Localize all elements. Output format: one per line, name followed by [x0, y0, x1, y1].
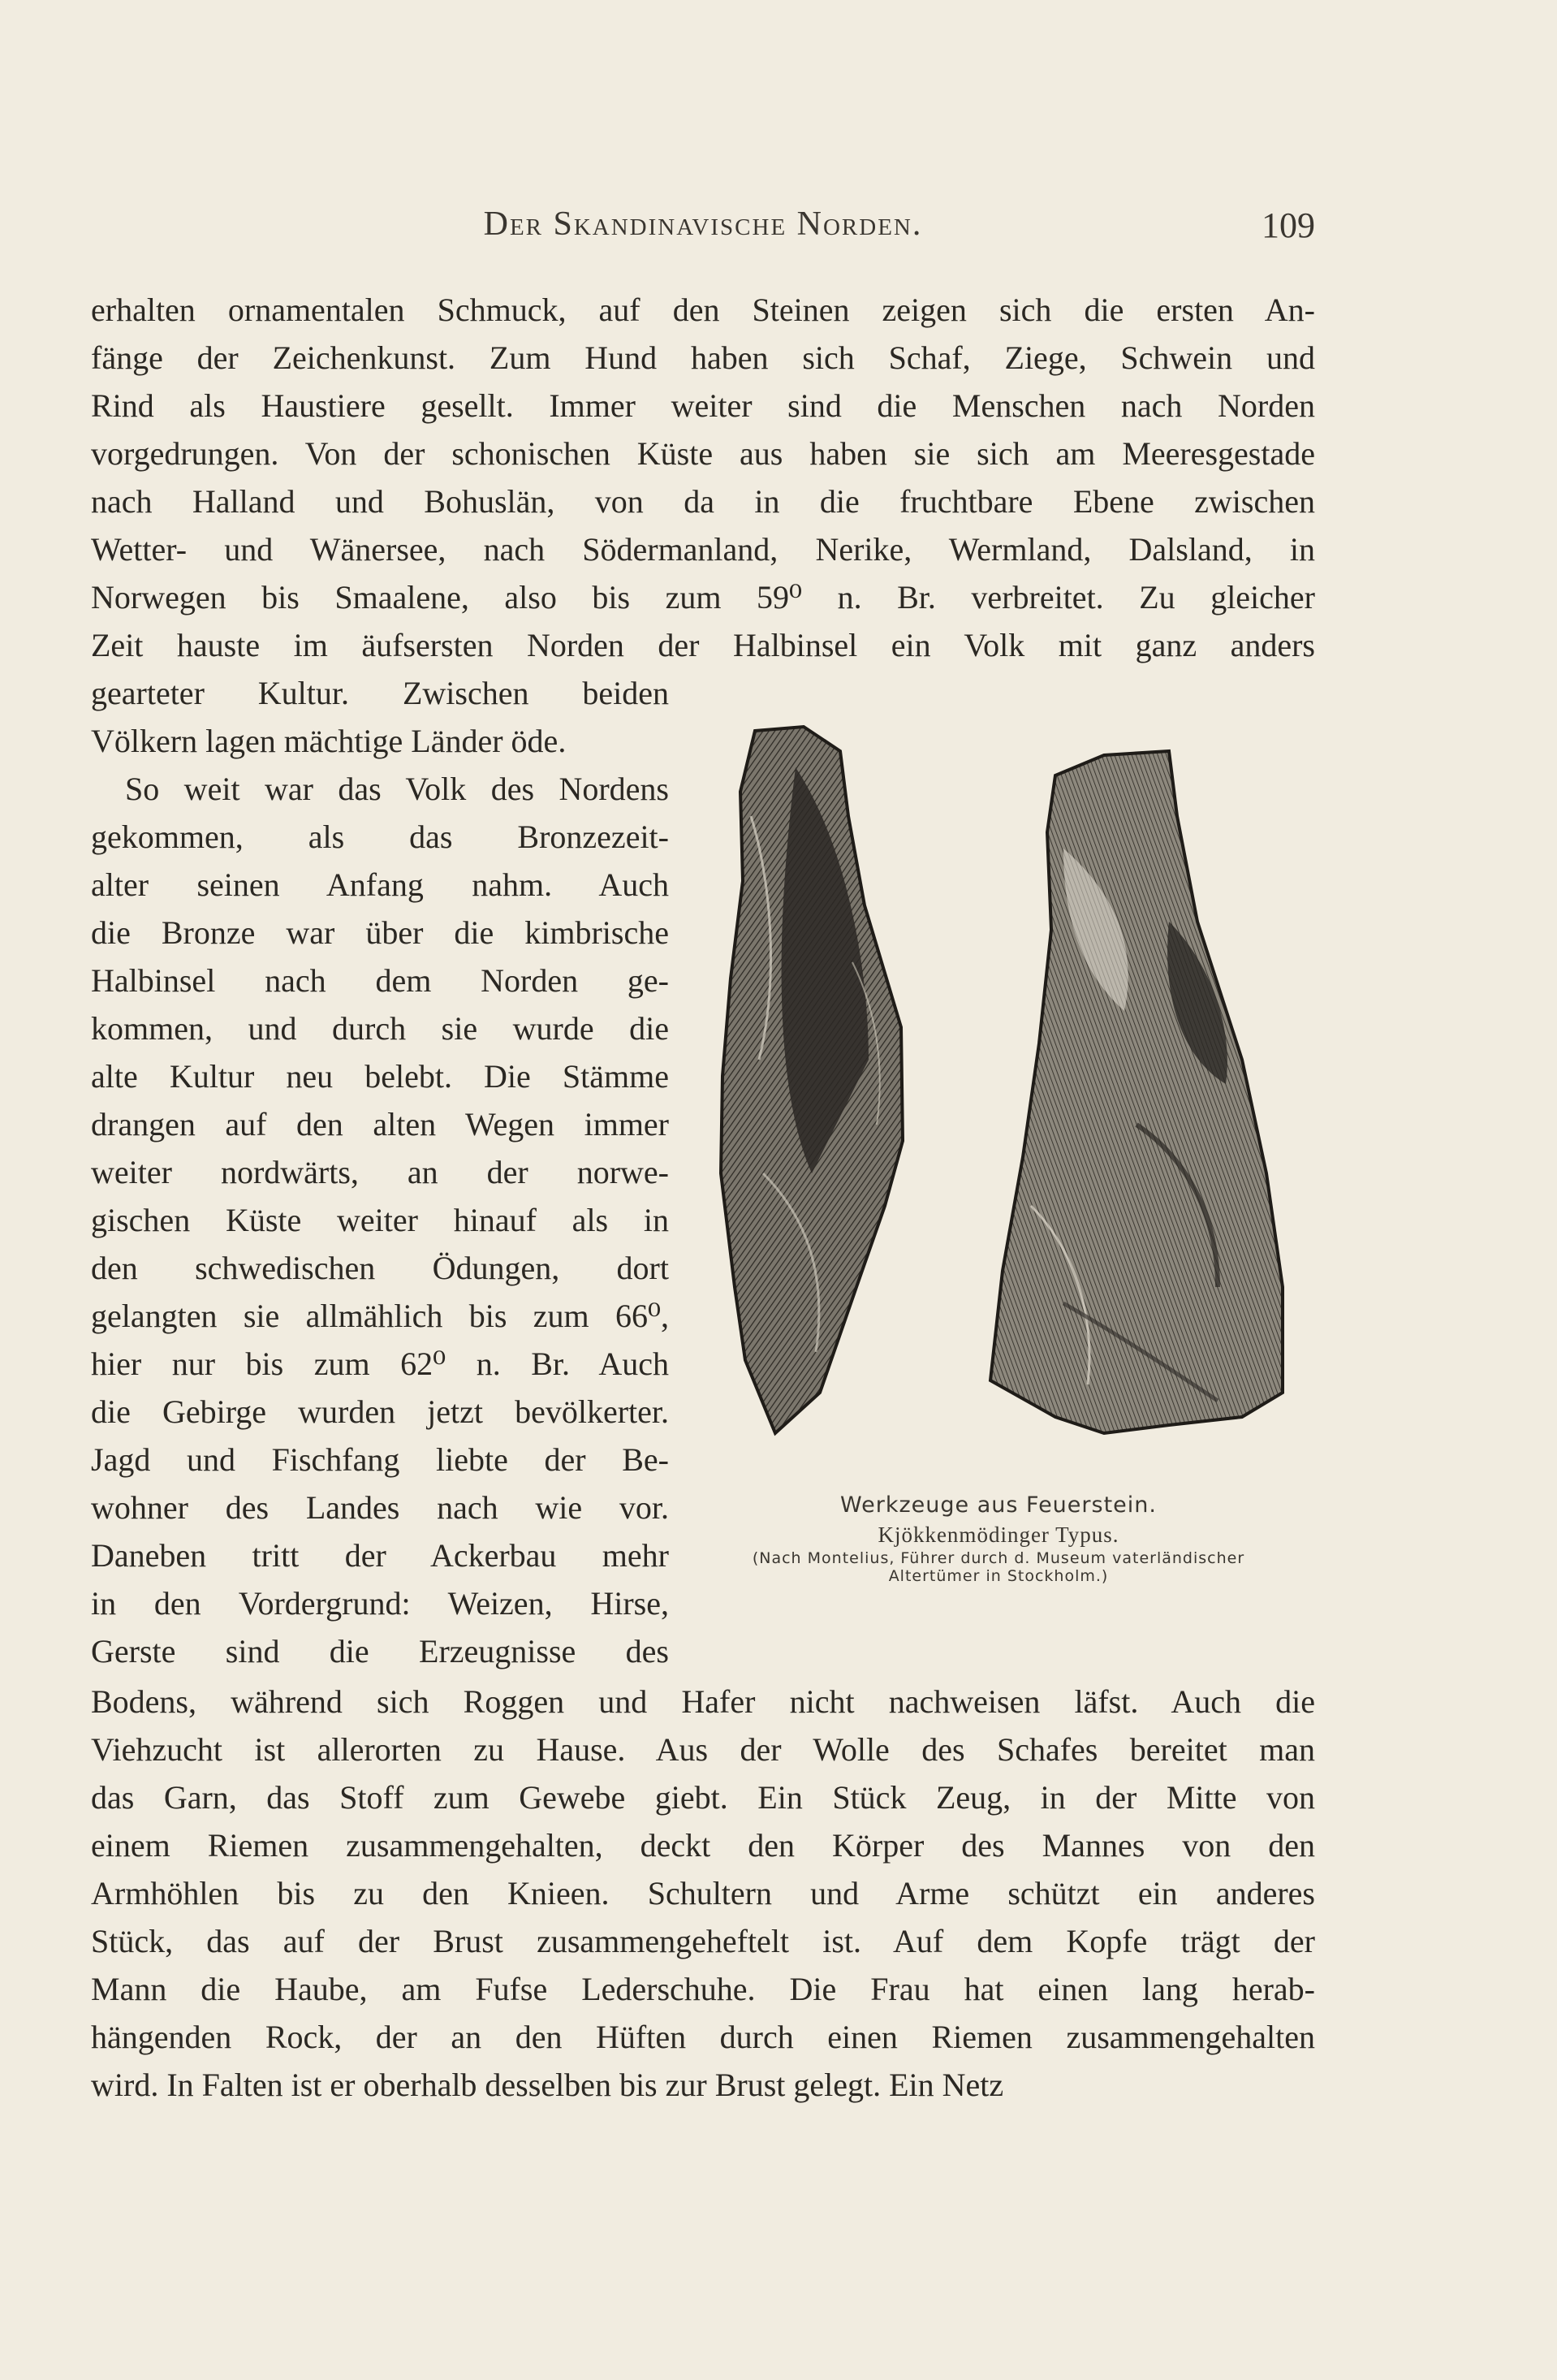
- page-number: 109: [1262, 205, 1315, 245]
- text-line: Daneben tritt der Ackerbau mehr: [91, 1537, 669, 1574]
- text-line: Mann die Haube, am Fufse Lederschuhe. Die Frau hat einen lang herab-: [91, 1971, 1315, 2007]
- text-line: Viehzucht ist allerorten zu Hause. Aus der Wolle des Schafes bereitet man: [91, 1731, 1315, 1768]
- text-line: Wetter- und Wänersee, nach Södermanland, Nerike, Wermland, Dalsland, in: [91, 531, 1315, 568]
- text-line: drangen auf den alten Wegen immer: [91, 1106, 669, 1142]
- text-line: vorgedrungen. Von der schonischen Küste aus haben sie sich am Meeresgestade: [91, 435, 1315, 472]
- text-line: Gerste sind die Erzeugnisse des: [91, 1633, 669, 1669]
- paragraph-top: [91, 286, 1315, 669]
- caption-subtitle: Kjökkenmödinger Typus.: [878, 1523, 1119, 1547]
- flint-tools-engraving: [682, 719, 1315, 1449]
- figure-caption: [682, 1492, 1315, 1585]
- text-line: So weit war das Volk des Nordens: [125, 771, 669, 807]
- text-line: gelangten sie allmählich bis zum 66⁰,: [91, 1298, 669, 1334]
- caption-source: (Nach Montelius, Führer durch d. Museum vaterländischer: [752, 1549, 1245, 1567]
- text-line: das Garn, das Stoff zum Gewebe giebt. Ein Stück Zeug, in der Mitte von: [91, 1779, 1315, 1816]
- text-line: Zeit hauste im äufsersten Norden der Halbinsel ein Volk mit ganz anders: [91, 627, 1315, 663]
- text-line: alter seinen Anfang nahm. Auch: [91, 866, 669, 903]
- text-line: in den Vordergrund: Weizen, Hirse,: [91, 1585, 669, 1622]
- text-line: Armhöhlen bis zu den Knieen. Schultern und Arme schützt ein anderes: [91, 1875, 1315, 1911]
- flint-tools-illustration: [682, 719, 1315, 1449]
- text-line: Rind als Haustiere gesellt. Immer weiter sind die Menschen nach Norden: [91, 387, 1315, 424]
- caption-source: Altertümer in Stockholm.): [888, 1567, 1109, 1585]
- page-header: [91, 205, 1315, 250]
- text-line: Völkern lagen mächtige Länder öde.: [91, 723, 567, 759]
- text-line: Norwegen bis Smaalene, also bis zum 59⁰ n. Br. verbreitet. Zu gleicher: [91, 579, 1315, 616]
- paragraph-bottom: [91, 1678, 1315, 2109]
- paragraph-narrow-2: [91, 765, 669, 1675]
- text-line: Bodens, während sich Roggen und Hafer nicht nachweisen läfst. Auch die: [91, 1683, 1315, 1720]
- text-line: die Bronze war über die kimbrische: [91, 914, 669, 951]
- text-line: nach Halland und Bohuslän, von da in die fruchtbare Ebene zwischen: [91, 483, 1315, 520]
- running-title: Der Skandinavische Norden.: [483, 205, 923, 243]
- text-line: erhalten ornamentalen Schmuck, auf den Steinen zeigen sich die ersten An-: [91, 292, 1315, 328]
- text-line: wohner des Landes nach wie vor.: [91, 1489, 669, 1526]
- text-line: hier nur bis zum 62⁰ n. Br. Auch: [91, 1345, 669, 1382]
- text-line: gearteter Kultur. Zwischen beiden: [91, 675, 669, 711]
- text-line: die Gebirge wurden jetzt bevölkerter.: [91, 1393, 669, 1430]
- text-line: Halbinsel nach dem Norden ge-: [91, 962, 669, 999]
- text-line: gischen Küste weiter hinauf als in: [91, 1202, 669, 1238]
- text-line: wird. In Falten ist er oberhalb desselben bis zur Brust gelegt. Ein Netz: [91, 2067, 1004, 2103]
- text-line: fänge der Zeichenkunst. Zum Hund haben sich Schaf, Ziege, Schwein und: [91, 339, 1315, 376]
- text-line: gekommen, als das Bronzezeit-: [91, 819, 669, 855]
- text-line: hängenden Rock, der an den Hüften durch einen Riemen zusammengehalten: [91, 2019, 1315, 2055]
- text-line: kommen, und durch sie wurde die: [91, 1010, 669, 1047]
- right-flint-tool: [990, 751, 1283, 1433]
- text-line: Stück, das auf der Brust zusammengeheftelt ist. Auf dem Kopfe trägt der: [91, 1923, 1315, 1959]
- text-line: den schwedischen Ödungen, dort: [91, 1250, 669, 1286]
- text-line: weiter nordwärts, an der norwe-: [91, 1154, 669, 1190]
- text-line: alte Kultur neu belebt. Die Stämme: [91, 1058, 669, 1095]
- caption-title: Werkzeuge aus Feuerstein.: [840, 1492, 1157, 1518]
- paragraph-narrow-1: [91, 669, 669, 765]
- left-flint-tool: [721, 727, 903, 1433]
- text-line: einem Riemen zusammengehalten, deckt den Körper des Mannes von den: [91, 1827, 1315, 1864]
- text-line: Jagd und Fischfang liebte der Be-: [91, 1441, 669, 1478]
